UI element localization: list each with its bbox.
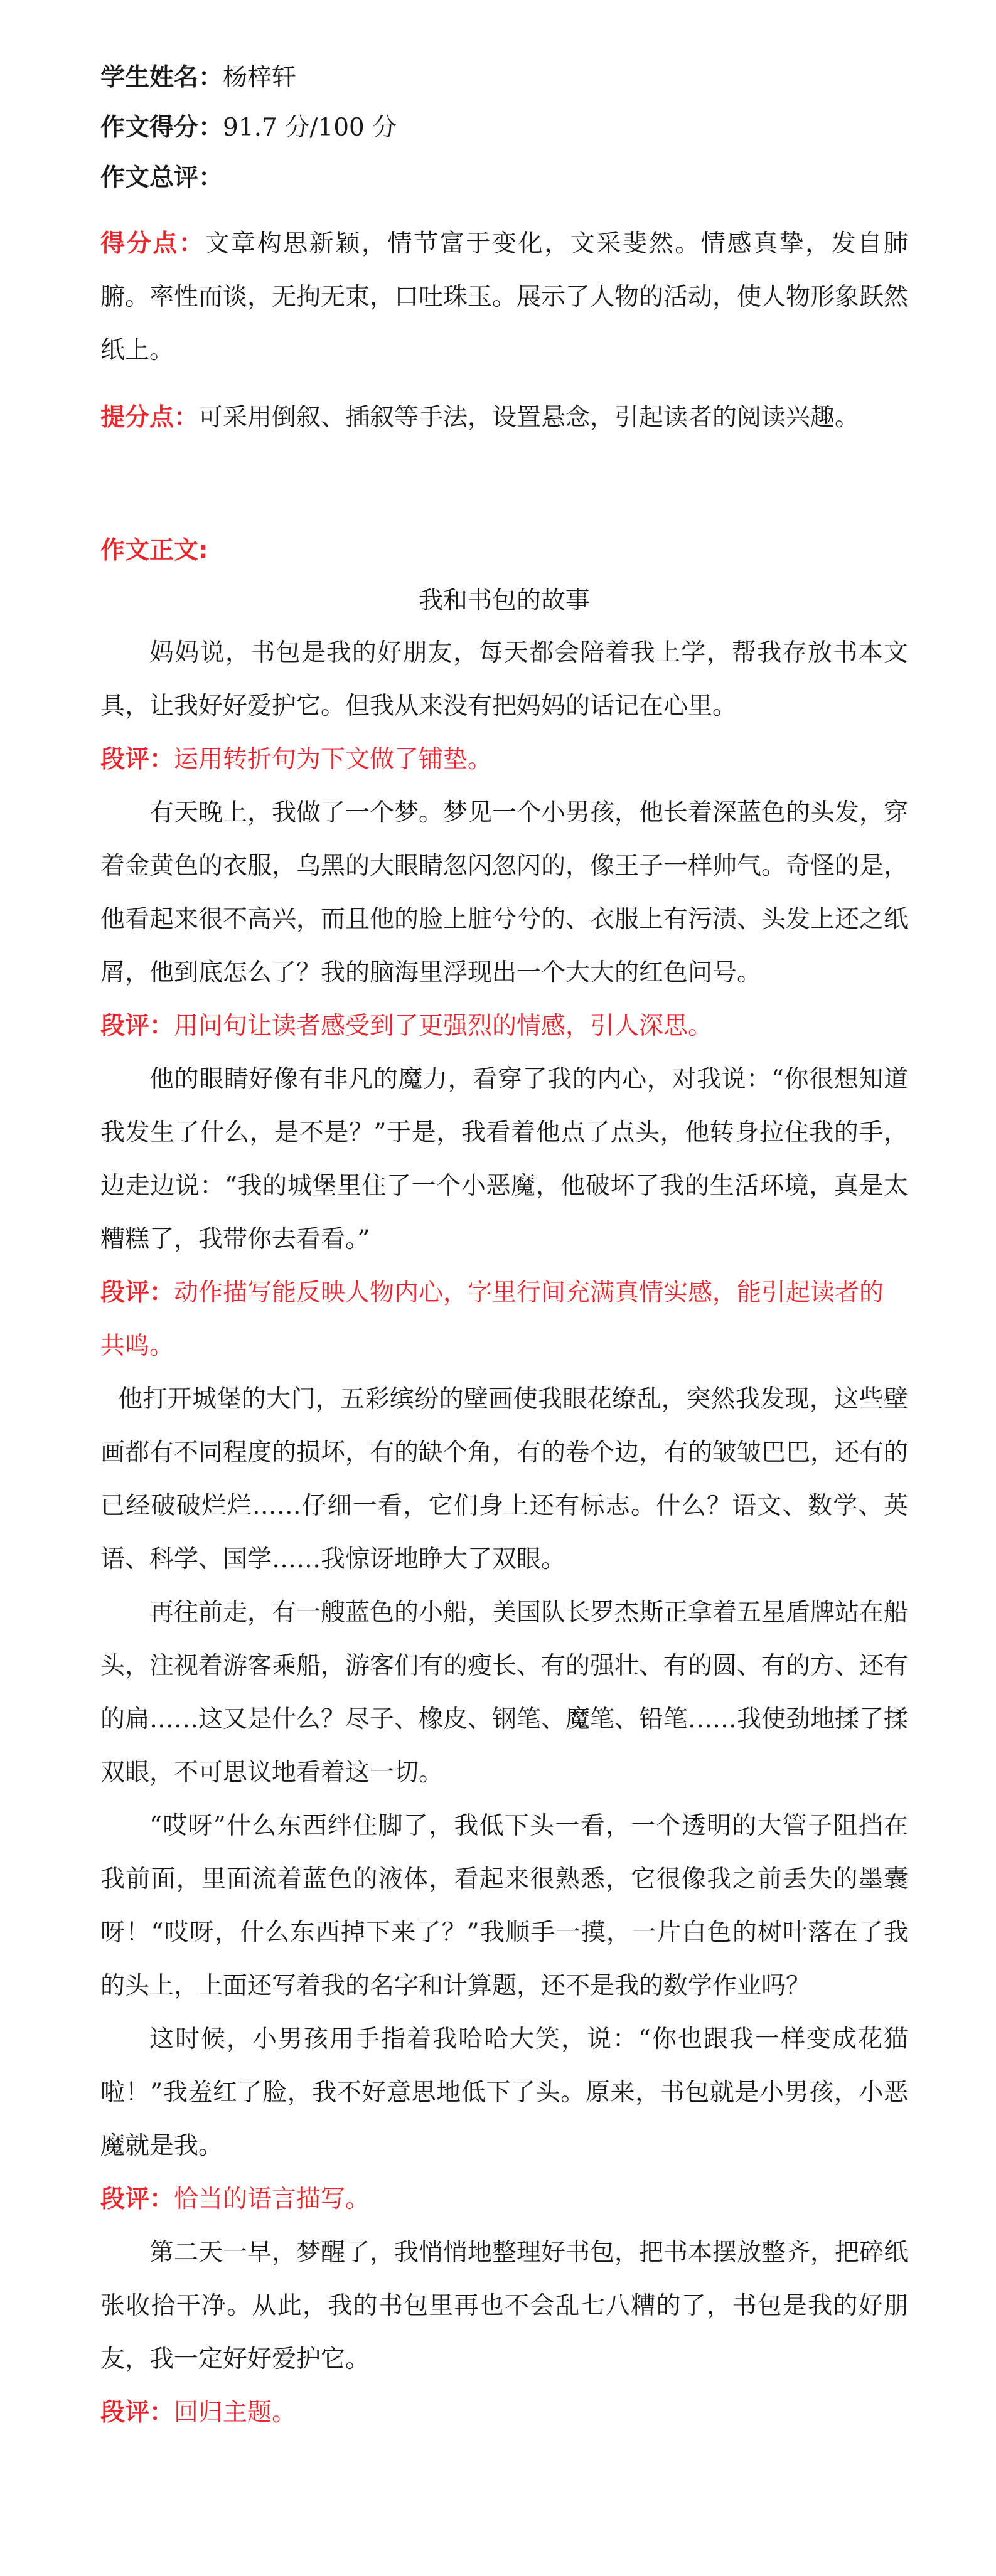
review-text: 运用转折句为下文做了铺垫。: [174, 745, 493, 774]
essay-paragraph-7: 这时候，小男孩用手指着我哈哈大笑，说：“你也跟我一样变成花猫啦！”我羞红了脸，我不好意思地低下了头。原来，书包就是小男孩，小恶魔就是我。: [100, 2025, 908, 2160]
review-label: 段评：: [100, 745, 174, 774]
strengths-paragraph: [100, 217, 908, 377]
essay-paragraph-1: 妈妈说，书包是我的好朋友，每天都会陪着我上学，帮我存放书本文具，让我好好爱护它。但我从来没有把妈妈的话记在心里。: [100, 639, 908, 720]
paragraph-review-5: [100, 2386, 908, 2439]
review-label: 段评：: [100, 1279, 174, 1307]
essay-paragraph-3: 他的眼睛好像有非凡的魔力，看穿了我的内心，对我说：“你很想知道我发生了什么，是不是？”于是，我看着他点了点头，他转身拉住我的手，边走边说：“我的城堡里住了一个小恶魔，他破坏了我的生活环境，真是太糟糕了，我带你去看看。”: [100, 1065, 908, 1253]
review-label: 段评：: [100, 2185, 174, 2213]
paragraph-review-2: [100, 999, 908, 1053]
essay-paragraph-4: 他打开城堡的大门，五彩缤纷的壁画使我眼花缭乱，突然我发现，这些壁画都有不同程度的损坏，有的缺个角，有的卷个边，有的皱皱巴巴，还有的已经破破烂烂……仔细一看，它们身上还有标志。什么？语文、数学、英语、科学、国学……我惊讶地睁大了双眼。: [100, 1385, 909, 1573]
improve-text: 可采用倒叙、插叙等手法，设置悬念，引起读者的阅读兴趣。: [198, 403, 860, 432]
review-text: 用问句让读者感受到了更强烈的情感，引人深思。: [174, 1012, 713, 1040]
essay-paragraph-2: 有天晚上，我做了一个梦。梦见一个小男孩，他长着深蓝色的头发，穿着金黄色的衣服，乌黑的大眼睛忽闪忽闪的，像王子一样帅气。奇怪的是，他看起来很不高兴，而且他的脸上脏兮兮的、衣服上有污渍、头发上还之纸屑，他到底怎么了？我的脑海里浮现出一个大大的红色问号。: [100, 799, 909, 987]
paragraph-review-3: [100, 1266, 908, 1373]
essay-paragraph-8: 第二天一早，梦醒了，我悄悄地整理好书包，把书本摆放整齐，把碎纸张收拾干净。从此，我的书包里再也不会乱七八糟的了，书包是我的好朋友，我一定好好爱护它。: [100, 2238, 909, 2373]
review-label: 段评：: [100, 2398, 174, 2427]
review-text: 恰当的语言描写。: [174, 2185, 370, 2213]
improve-paragraph: [100, 391, 908, 444]
review-text: 回归主题。: [174, 2398, 297, 2427]
paragraph-review-1: [100, 733, 908, 786]
essay-content: [100, 53, 908, 2439]
improve-label: 提分点：: [100, 403, 199, 432]
score-value: 91.7 分/100 分: [223, 114, 397, 142]
student-name-label: 学生姓名：: [100, 63, 223, 92]
review-label: 段评：: [100, 1012, 174, 1040]
summary-label: 作文总评：: [100, 164, 223, 192]
strengths-text: 文章构思新颖，情节富于变化，文采斐然。情感真挚，发自肺腑。率性而谈，无拘无束，口吐珠玉。展示了人物的活动，使人物形象跃然纸上。: [100, 230, 909, 365]
student-name-row: [100, 53, 908, 103]
essay-label: 作文正文:: [100, 536, 208, 565]
review-text: 动作描写能反映人物内心，字里行间充满真情实感，能引起读者的共鸣。: [100, 1279, 884, 1360]
essay-paragraph-5: 再往前走，有一艘蓝色的小船，美国队长罗杰斯正拿着五星盾牌站在船头，注视着游客乘船，游客们有的瘦长、有的强壮、有的圆、有的方、还有的扁……这又是什么？尽子、橡皮、钢笔、魔笔、铅笔……我使劲地揉了揉双眼，不可思议地看着这一切。: [100, 1599, 909, 1787]
strengths-label: 得分点：: [100, 230, 205, 258]
paragraph-review-4: [100, 2173, 908, 2226]
score-row: [100, 103, 908, 153]
essay-heading: [100, 526, 908, 576]
essay-paragraph-6: “哎呀”什么东西绊住脚了，我低下头一看，一个透明的大管子阻挡在我前面，里面流着蓝色的液体，看起来很熟悉，它很像我之前丢失的墨囊呀！“哎呀，什么东西掉下来了？”我顺手一摸，一片白色的树叶落在了我的头上，上面还写着我的名字和计算题，还不是我的数学作业吗？: [100, 1812, 908, 2000]
student-name-value: 杨梓轩: [223, 63, 297, 92]
essay-title: 我和书包的故事: [418, 587, 590, 615]
score-label: 作文得分：: [100, 114, 223, 142]
summary-heading: [100, 153, 908, 203]
